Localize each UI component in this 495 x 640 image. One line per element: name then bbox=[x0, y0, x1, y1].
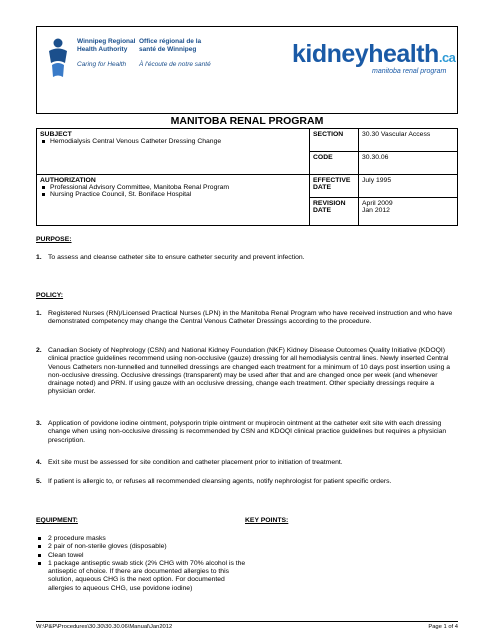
revision-date-1: April 2009 bbox=[362, 200, 393, 207]
kidneyhealth-logo bbox=[292, 40, 456, 75]
purpose-heading: PURPOSE: bbox=[36, 236, 72, 243]
header-box bbox=[36, 26, 458, 114]
code-label: CODE bbox=[310, 152, 359, 175]
authorization-item: Professional Advisory Committee, Manitoba Renal Program bbox=[50, 184, 306, 191]
section-value: 30.30 Vascular Access bbox=[359, 129, 458, 152]
key-points-heading: KEY POINTS: bbox=[245, 517, 289, 524]
authorization-label: AUTHORIZATION bbox=[40, 177, 96, 184]
subject-cell bbox=[37, 129, 310, 175]
wrha-tagline-fr: À l'écoute de notre santé bbox=[139, 61, 211, 68]
equipment-item: 2 procedure masks bbox=[48, 535, 246, 543]
revision-date-value bbox=[359, 198, 458, 226]
kh-kidney-text: kidney bbox=[292, 40, 369, 68]
item-number: 1. bbox=[36, 254, 42, 261]
policy-item bbox=[36, 347, 456, 397]
code-value: 30.30.06 bbox=[359, 152, 458, 175]
wrha-fr-line1: Office régional de la bbox=[139, 38, 202, 45]
document-info-table bbox=[36, 128, 458, 226]
item-text: Registered Nurses (RN)/Licensed Practical Nurses (LPN) in the Manitoba Renal Program who have received instruction and who have demonstrated competency may change the Central Venous Catheter Dressings according to the procedure. bbox=[48, 310, 453, 326]
purpose-item bbox=[36, 254, 456, 262]
item-number: 5. bbox=[36, 478, 42, 485]
wrha-en-line1: Winnipeg Regional bbox=[77, 38, 136, 45]
footer bbox=[36, 624, 458, 630]
effective-date-value: July 1995 bbox=[359, 175, 458, 198]
wrha-emblem-icon bbox=[45, 37, 71, 81]
equipment-list bbox=[36, 535, 246, 593]
footer-path: W:\P&P\Procedures\30.30\30.30.06\Manual\Jan2012 bbox=[36, 624, 173, 630]
equipment-heading: EQUIPMENT: bbox=[36, 517, 78, 524]
kh-health-text: health bbox=[368, 40, 439, 68]
subject-label: SUBJECT bbox=[40, 131, 72, 138]
kh-ca-text: .ca bbox=[438, 50, 456, 65]
policy-item bbox=[36, 420, 456, 445]
equipment-item: Clean towel bbox=[48, 552, 246, 560]
equipment-item: 2 pair of non-sterile gloves (disposable) bbox=[48, 543, 246, 551]
authorization-item: Nursing Practice Council, St. Boniface Hospital bbox=[50, 191, 306, 198]
item-number: 2. bbox=[36, 347, 42, 354]
item-text: Canadian Society of Nephrology (CSN) and National Kidney Foundation (NKF) Kidney Disease Outcomes Quality Initiative (KDOQI) clinical practice guidelines recommend using non-occlusive (gauze) dressing for all hemodialysis central lines. Newly inserted Central Venous Catheters non-tunnelled and tunnelled dressings are changed each treatment for a minimum of 10 days post insertion using a non-occlusive dressing. Occlusive dressings (transparent) may be used after that and are changed once per week (and whenever drainage noted) and PRN. If using gauze with an occlusive dressing, change each treatment. Other specialty dressings require a physician order. bbox=[48, 347, 451, 396]
footer-page-number: Page 1 of 4 bbox=[428, 624, 458, 630]
wrha-name-fr bbox=[139, 38, 201, 53]
policy-item bbox=[36, 478, 456, 486]
item-text: If patient is allergic to, or refuses all recommended cleansing agents, notify nephrologist for patient specific orders. bbox=[48, 478, 392, 485]
policy-item bbox=[36, 459, 456, 467]
policy-item bbox=[36, 310, 456, 327]
wrha-tagline-en: Caring for Health bbox=[77, 61, 127, 68]
revision-date-2: Jan 2012 bbox=[362, 207, 390, 214]
policy-heading: POLICY: bbox=[36, 292, 64, 299]
wrha-en-line2: Health Authority bbox=[77, 45, 128, 53]
footer-divider bbox=[36, 621, 458, 622]
kh-subtitle: manitoba renal program bbox=[372, 68, 447, 75]
subject-value: Hemodialysis Central Venous Catheter Dressing Change bbox=[50, 138, 306, 145]
section-label: SECTION bbox=[310, 129, 359, 152]
item-number: 1. bbox=[36, 310, 42, 317]
revision-date-label: REVISION DATE bbox=[310, 198, 359, 226]
item-text: Application of povidone iodine ointment, polysporin triple ointment or mupirocin ointment at the catheter exit site with each dressing change when using non-occlusive dressing is recommended by CSN and KDOQI clinical practice guidelines but requires a physician prescription. bbox=[48, 420, 447, 444]
equipment-item: 1 package antiseptic swab stick (2% CHG with 70% alcohol is the antiseptic of choice. If there are documented allergies to this solution, aqueous CHG is the next option. For documented allergies to aqueous CHG, use povidone iodine) bbox=[48, 559, 246, 592]
authorization-cell bbox=[37, 175, 310, 226]
effective-date-label: EFFECTIVE DATE bbox=[310, 175, 359, 198]
item-text: To assess and cleanse catheter site to ensure catheter security and prevent infection. bbox=[48, 254, 305, 261]
wrha-logo bbox=[45, 35, 245, 95]
item-number: 4. bbox=[36, 459, 42, 466]
program-title: MANITOBA RENAL PROGRAM bbox=[170, 115, 324, 127]
wrha-fr-line2: santé de Winnipeg bbox=[139, 45, 197, 53]
item-text: Exit site must be assessed for site condition and catheter placement prior to initiation of treatment. bbox=[48, 459, 343, 466]
item-number: 3. bbox=[36, 420, 42, 427]
wrha-name-en bbox=[77, 38, 135, 53]
